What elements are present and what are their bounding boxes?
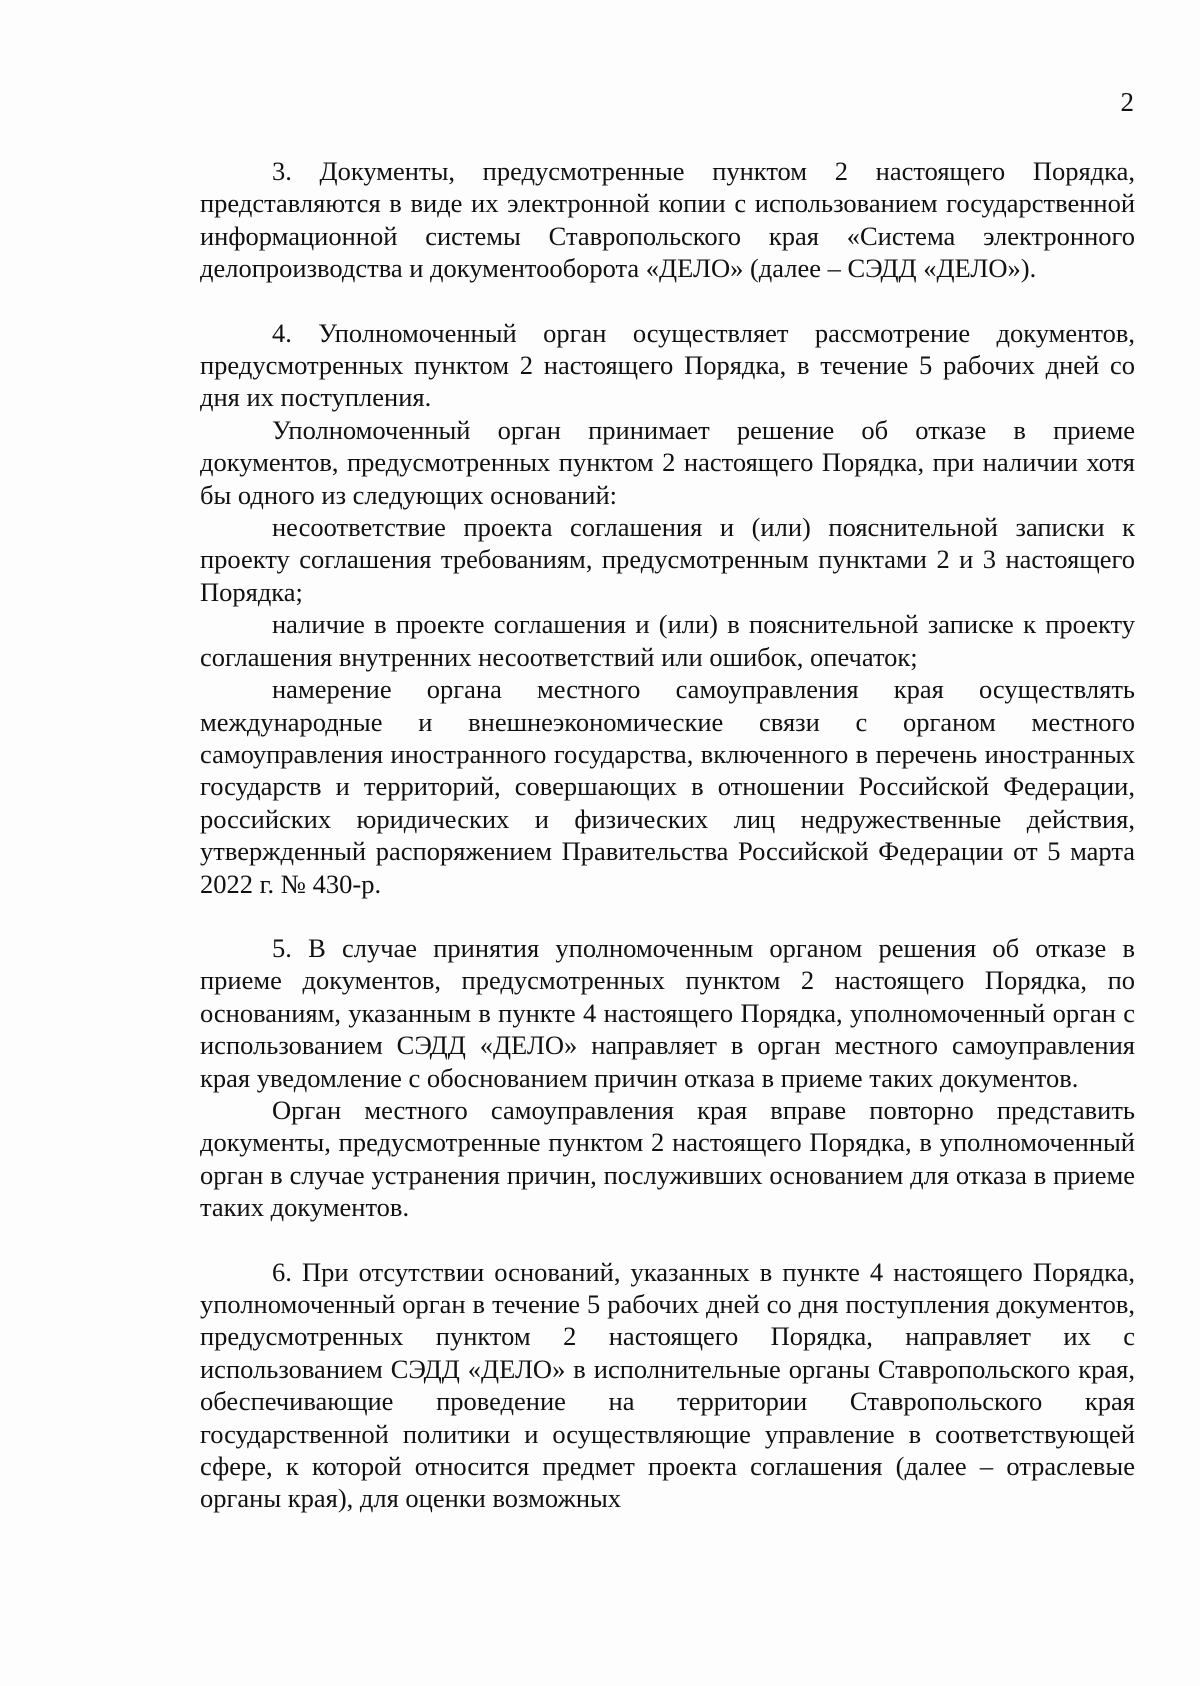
paragraph-4-ground-2: наличие в проекте соглашения и (или) в пояснительной записке к проекту соглашения внутренних несоответствий или ошибок, опечаток;	[200, 609, 1135, 672]
paragraph-4: 4. Уполномоченный орган осуществляет рассмотрение документов, предусмотренных пунктом 2 настоящего Порядка, в течение 5 рабочих дней со дня их поступления.	[200, 317, 1135, 413]
page-number: 2	[1120, 87, 1134, 117]
paragraph-4-refusal-decision: Уполномоченный орган принимает решение об отказе в приеме документов, предусмотренных пунктом 2 настоящего Порядка, при наличии хотя бы одного из следующих оснований:	[200, 414, 1135, 510]
paragraph-4-ground-1: несоответствие проекта соглашения и (или) пояснительной записки к проекту соглашения требованиям, предусмотренным пунктами 2 и 3 настоящего Порядка;	[200, 512, 1135, 607]
paragraph-4-ground-3: намерение органа местного самоуправления края осуществлять международные и внешнеэкономические связи с органом местного самоуправления иностранного государства, включенного в перечень иностранных государств и территорий, совершающих в отношении Российской Федерации, российских юридических и физических лиц недружественные действия, утвержденный распоряжением Правительства Российской Федерации от 5 марта 2022 г. № 430-р.	[200, 674, 1135, 899]
paragraph-6: 6. При отсутствии оснований, указанных в пункте 4 настоящего Порядка, уполномоченный орган в течение 5 рабочих дней со дня поступления документов, предусмотренных пунктом 2 настоящего Порядка, направляет их с использованием СЭДД «ДЕЛО» в исполнительные органы Ставропольского края, обеспечивающие проведение на территории Ставропольского края государственной политики и осуществляющие управление в соответствующей сфере, к которой относится предмет проекта соглашения (далее – отраслевые органы края), для оценки возможных	[200, 1256, 1135, 1514]
document-body	[200, 155, 1135, 1515]
paragraph-5-resubmission: Орган местного самоуправления края вправе повторно представить документы, предусмотренные пунктом 2 настоящего Порядка, в уполномоченный орган в случае устранения причин, послуживших основанием для отказа в приеме таких документов.	[200, 1094, 1135, 1223]
paragraph-5: 5. В случае принятия уполномоченным органом решения об отказе в приеме документов, предусмотренных пунктом 2 настоящего Порядка, по основаниям, указанным в пункте 4 настоящего Порядка, уполномоченный орган с использованием СЭДД «ДЕЛО» направляет в орган местного самоуправления края уведомление с обоснованием причин отказа в приеме таких документов.	[200, 932, 1135, 1093]
paragraph-3: 3. Документы, предусмотренные пунктом 2 настоящего Порядка, представляются в виде их электронной копии с использованием государственной информационной системы Ставропольского края «Система электронного делопроизводства и документооборота «ДЕЛО» (далее – СЭДД «ДЕЛО»).	[200, 156, 1135, 284]
